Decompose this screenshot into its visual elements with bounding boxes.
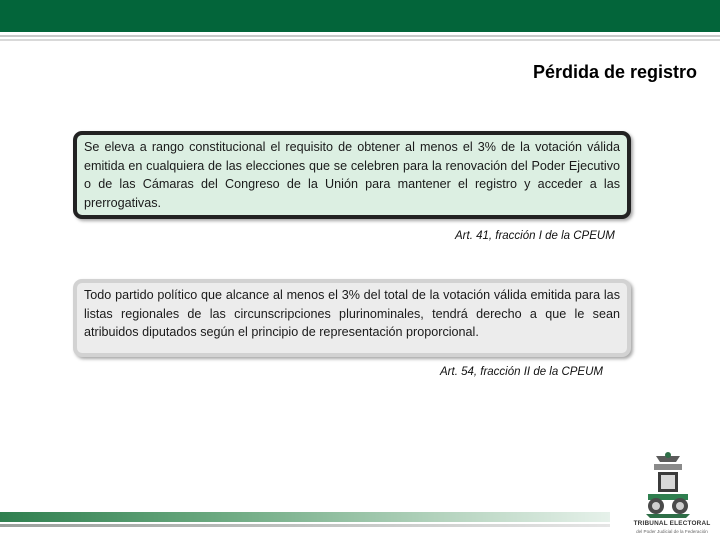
- header-band: [0, 0, 720, 32]
- footer-stripe: [0, 512, 610, 522]
- logo-name: TRIBUNAL ELECTORAL: [633, 520, 711, 527]
- footer-stripe-thin: [0, 524, 610, 527]
- citation-1: Art. 41, fracción I de la CPEUM: [455, 230, 615, 242]
- text-block-1: Se eleva a rango constitucional el requisito de obtener al menos el 3% de la votación válida emitida en cualquiera de las elecciones que se celebren para la renovación del Poder Ejecutivo o de las Cámaras del Congreso de la Unión para mantener el registro y acceder a las prerrogativas.: [73, 131, 631, 219]
- logo-subtitle: del Poder Judicial de la Federación: [636, 529, 708, 534]
- slide-title: Pérdida de registro: [532, 62, 697, 82]
- text-block-2: Todo partido político que alcance al menos el 3% del total de la votación válida emitida para las listas regionales de las circunscripciones plurinominales, tendrá derecho a que le sean atribuidos diputados según el principio de representación proporcional.: [73, 279, 631, 357]
- header-stripes: [0, 32, 720, 48]
- citation-2: Art. 54, fracción II de la CPEUM: [440, 366, 603, 378]
